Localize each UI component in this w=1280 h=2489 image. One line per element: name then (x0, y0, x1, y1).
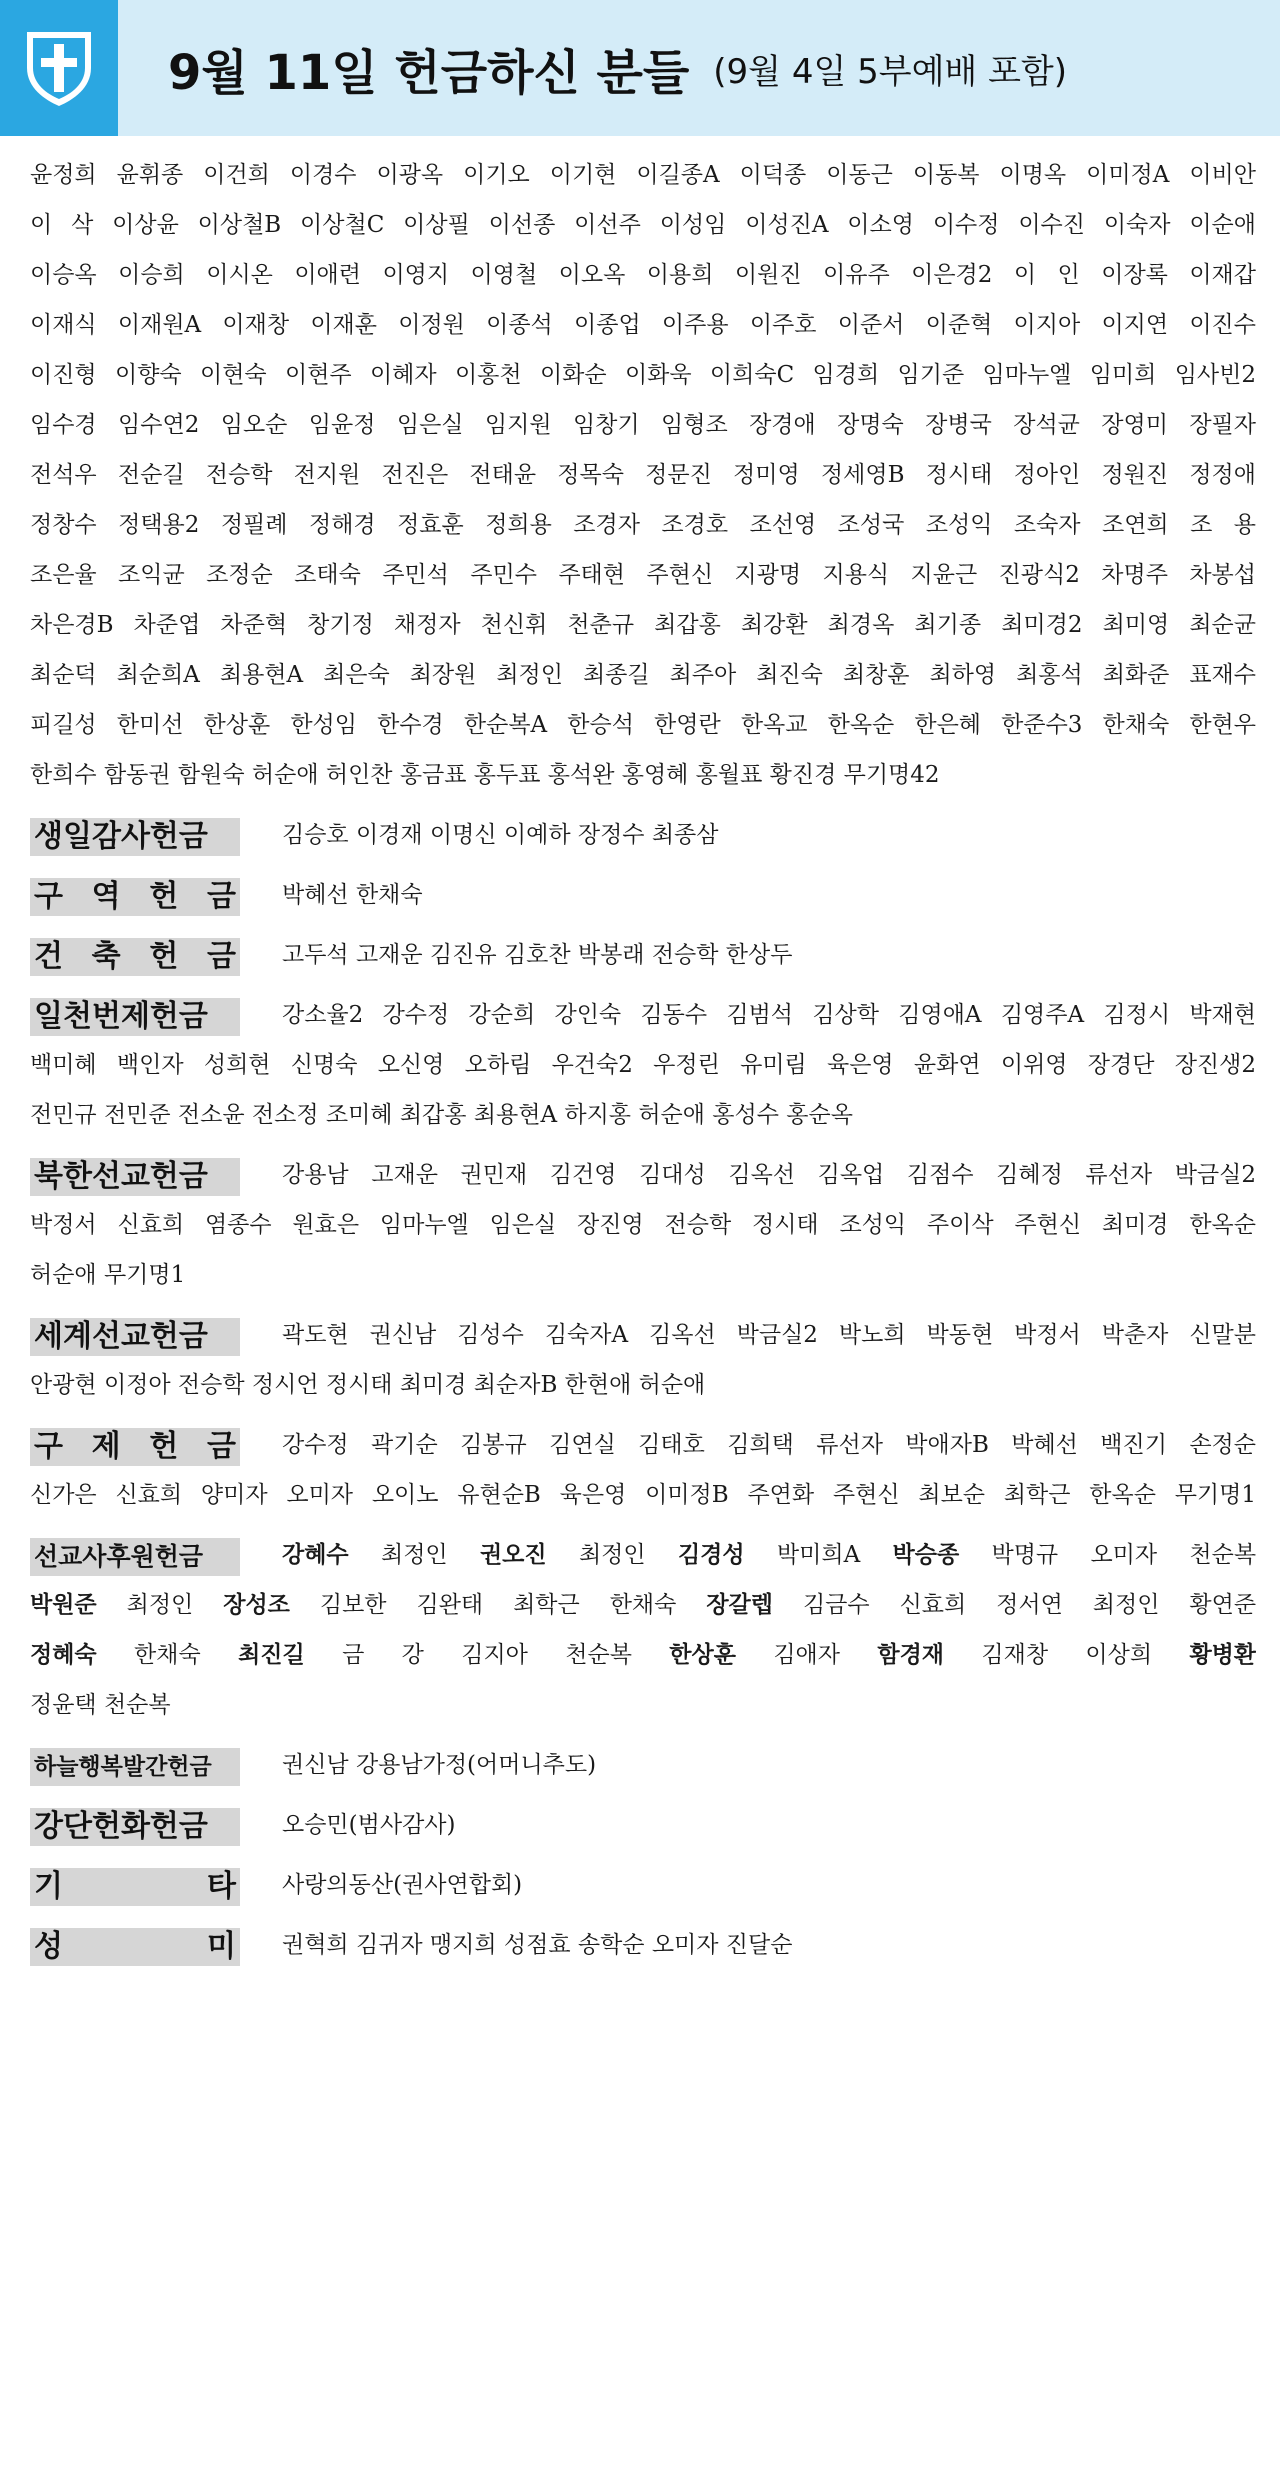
page-subtitle: (9월 4일 5부예배 포함) (713, 51, 1068, 92)
general-donor-list (30, 150, 1256, 800)
missionary-name: 김경성 (677, 1542, 745, 1568)
category-label: 건 축 헌 금 (30, 938, 240, 976)
category-label: 강단헌화헌금 (30, 1808, 240, 1846)
donor-line: 이재식 이재원A 이재창 이재훈 이정원 이종석 이종업 이주용 이주호 이준서 이준혁 이지아 이지연 이진수 (30, 312, 1256, 338)
missionary-name: 황병환 (1189, 1642, 1256, 1668)
donor-line: 조은율 조익균 조정순 조태숙 주민석 주민수 주태현 주현신 지광명 지용식 지윤근 진광식2 차명주 차봉섭 (30, 562, 1256, 588)
missionary-line (30, 1580, 1256, 1630)
supporter-names: 김재창 이상희 (981, 1642, 1153, 1668)
category-label: 일천번제헌금 (30, 998, 240, 1036)
donor-line: 차은경B 차준엽 차준혁 창기정 채정자 천신휘 천춘규 최갑홍 최강환 최경옥 최기종 최미경2 최미영 최순균 (30, 612, 1256, 638)
donor-line: 이진형 이향숙 이현숙 이현주 이혜자 이홍천 이화순 이화욱 이희숙C 임경희 임기준 임마누엘 임미희 임사빈2 (30, 362, 1256, 388)
donor-line: 최순덕 최순희A 최용현A 최은숙 최장원 최정인 최종길 최주아 최진숙 최창훈 최하영 최홍석 최화준 표재수 (30, 662, 1256, 688)
section-thousand-offering (30, 990, 1256, 1140)
donor-line: 박혜선 한채숙 (282, 882, 423, 908)
category-label: 세계선교헌금 (30, 1318, 240, 1356)
category-label: 북한선교헌금 (30, 1158, 240, 1196)
donor-line: 강소율2 강수정 강순희 강인숙 김동수 김범석 김상학 김영애A 김영주A 김정시 박재현 (282, 1002, 1256, 1028)
supporter-names: 최정인 (578, 1542, 646, 1568)
supporter-names: 최정인 (126, 1592, 194, 1618)
donor-line: 이승옥 이승희 이시온 이애련 이영지 이영철 이오옥 이용희 이원진 이유주 이은경2 이 인 이장록 이재갑 (30, 262, 1256, 288)
donor-line: 강용남 고재운 권민재 김건영 김대성 김옥선 김옥업 김점수 김혜정 류선자 박금실2 (282, 1162, 1256, 1188)
header-band (0, 0, 1280, 136)
cross-shield-icon (21, 24, 97, 112)
missionary-name: 박원준 (30, 1592, 97, 1618)
section-etc (30, 1860, 1256, 1910)
missionary-name: 강혜수 (282, 1542, 349, 1568)
category-label: 기 타 (30, 1868, 240, 1906)
donor-line: 한희수 함동권 함원숙 허순애 허인찬 홍금표 홍두표 홍석완 홍영혜 홍월표 황진경 무기명42 (30, 762, 940, 788)
section-relief (30, 1420, 1256, 1520)
supporter-names: 최정인 (380, 1542, 448, 1568)
supporter-names: 박명규 오미자 천순복 (991, 1542, 1256, 1568)
missionary-name: 장갈렙 (706, 1592, 773, 1618)
donor-line: 강수정 곽기순 김봉규 김연실 김태호 김희택 류선자 박애자B 박혜선 백진기 손정순 (282, 1432, 1256, 1458)
section-building (30, 930, 1256, 980)
section-district (30, 870, 1256, 920)
donor-line: 백미혜 백인자 성희현 신명숙 오신영 오하림 우건숙2 우정린 유미림 육은영 윤화연 이위영 장경단 장진생2 (30, 1052, 1256, 1078)
donor-line: 윤정희 윤휘종 이건희 이경수 이광옥 이기오 이기현 이길종A 이덕종 이동근 이동복 이명옥 이미정A 이비안 (30, 162, 1256, 188)
missionary-name: 정혜숙 (30, 1642, 97, 1668)
section-rice-offering (30, 1920, 1256, 1970)
donor-line: 정윤택 천순복 (30, 1692, 171, 1718)
donor-line: 고두석 고재운 김진유 김호찬 박봉래 전승학 한상두 (282, 942, 793, 968)
donor-line: 허순애 무기명1 (30, 1262, 186, 1288)
donor-line: 박정서 신효희 염종수 원효은 임마누엘 임은실 장진영 전승학 정시태 조성익 주이삭 주현신 최미경 한옥순 (30, 1212, 1256, 1238)
missionary-name: 한상훈 (669, 1642, 736, 1668)
category-label: 하늘행복발간헌금 (30, 1748, 240, 1786)
missionary-name: 함경재 (877, 1642, 945, 1668)
logo (0, 0, 118, 136)
donor-line: 피길성 한미선 한상훈 한성임 한수경 한순복A 한승석 한영란 한옥교 한옥순 한은혜 한준수3 한채숙 한현우 (30, 712, 1256, 738)
missionary-name: 박승종 (892, 1542, 960, 1568)
section-birthday (30, 810, 1256, 860)
donor-line: 김승호 이경재 이명신 이예하 장정수 최종삼 (282, 822, 719, 848)
missionary-line (30, 1630, 1256, 1680)
donor-line: 정창수 정택용2 정필례 정해경 정효훈 정희용 조경자 조경호 조선영 조성국 조성익 조숙자 조연희 조 용 (30, 512, 1256, 538)
missionary-name: 권오진 (479, 1542, 547, 1568)
supporter-names: 김보한 김완태 최학근 한채숙 (319, 1592, 677, 1618)
donor-line: 곽도현 권신남 김성수 김숙자A 김옥선 박금실2 박노희 박동현 박정서 박춘자 신말분 (282, 1322, 1256, 1348)
missionary-name: 장성조 (223, 1592, 290, 1618)
donor-line: 사랑의동산(권사연합회) (282, 1872, 523, 1898)
category-label: 선교사후원헌금 (30, 1538, 240, 1576)
donor-line: 오승민(범사감사) (282, 1812, 456, 1838)
offering-list (30, 150, 1256, 1970)
section-publication (30, 1740, 1256, 1790)
donor-line: 전석우 전순길 전승학 전지원 전진은 전태윤 정목숙 정문진 정미영 정세영B 정시태 정아인 정원진 정정애 (30, 462, 1256, 488)
category-label: 생일감사헌금 (30, 818, 240, 856)
section-pulpit-flowers (30, 1800, 1256, 1850)
missionary-name: 최진길 (238, 1642, 305, 1668)
supporter-names: 박미희A (776, 1542, 861, 1568)
page-title: 9월 11일 헌금하신 분들 (168, 44, 690, 101)
section-missionary-support (30, 1530, 1256, 1730)
category-label: 성 미 (30, 1928, 240, 1966)
section-world-mission (30, 1310, 1256, 1410)
supporter-names: 한채숙 (134, 1642, 201, 1668)
supporter-names: 김애자 (773, 1642, 840, 1668)
donor-line: 권신남 강용남가정(어머니추도) (282, 1752, 597, 1778)
donor-line: 신가은 신효희 양미자 오미자 오이노 유현순B 육은영 이미정B 주연화 주현신 최보순 최학근 한옥순 무기명1 (30, 1482, 1256, 1508)
section-nk-mission (30, 1150, 1256, 1300)
donor-line: 전민규 전민준 전소윤 전소정 조미혜 최갑홍 최용현A 하지홍 허순애 홍성수 홍순옥 (30, 1102, 853, 1128)
category-label: 구 제 헌 금 (30, 1428, 240, 1466)
donor-line: 임수경 임수연2 임오순 임윤정 임은실 임지원 임창기 임형조 장경애 장명숙 장병국 장석균 장영미 장필자 (30, 412, 1256, 438)
donor-line: 안광현 이정아 전승학 정시언 정시태 최미경 최순자B 한현애 허순애 (30, 1372, 706, 1398)
category-label: 구 역 헌 금 (30, 878, 240, 916)
donor-line: 권혁희 김귀자 맹지희 성점효 송학순 오미자 진달순 (282, 1932, 793, 1958)
supporter-names: 금 강 김지아 천순복 (342, 1642, 632, 1668)
donor-line: 이 삭 이상윤 이상철B 이상철C 이상필 이선종 이선주 이성임 이성진A 이소영 이수정 이수진 이숙자 이순애 (30, 212, 1256, 238)
supporter-names: 김금수 신효희 정서연 최정인 황연준 (802, 1592, 1256, 1618)
